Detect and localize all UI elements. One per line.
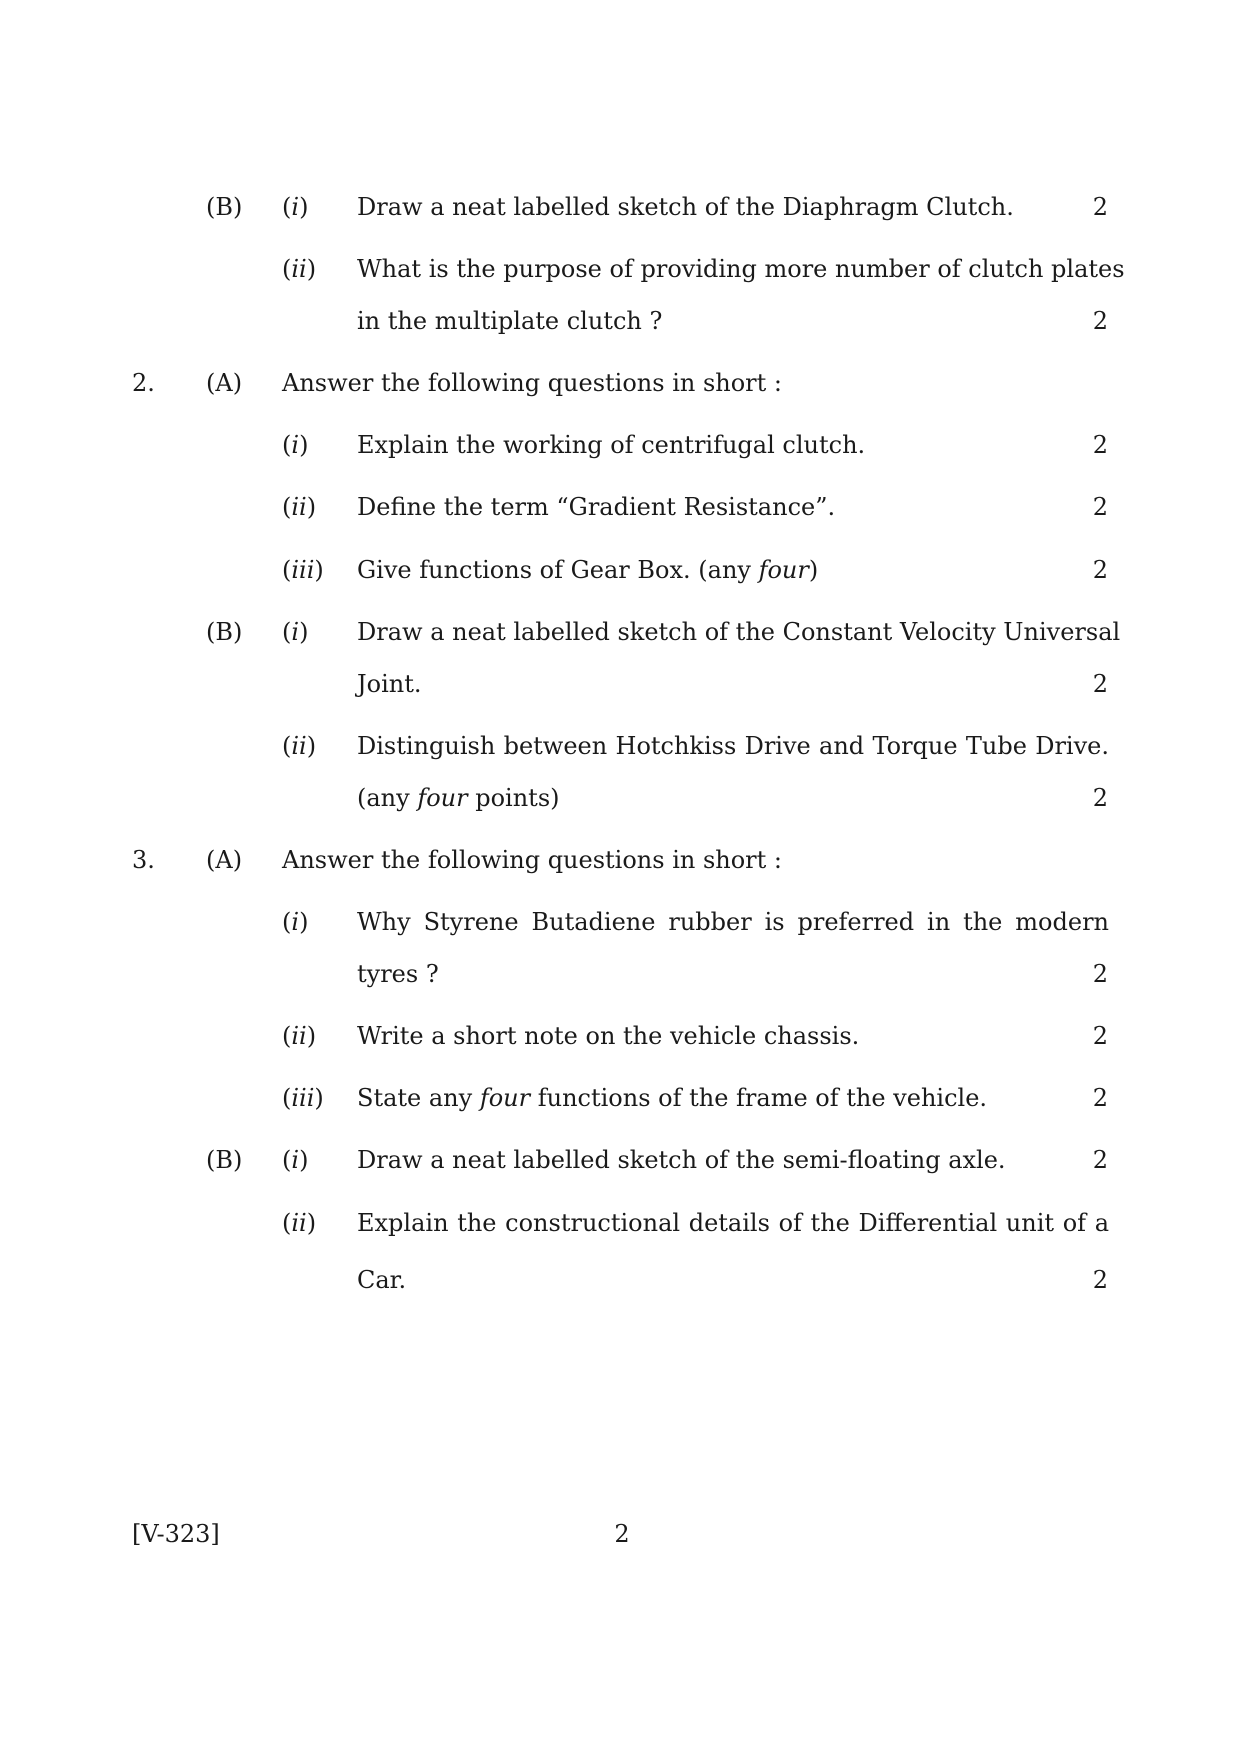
roman-numeral: (i) [282, 1146, 309, 1174]
paper-code: [V-323] [132, 1520, 220, 1548]
roman-numeral: (iii) [282, 1084, 324, 1112]
roman-numeral: (ii) [282, 1209, 317, 1237]
marks: 2 [1092, 1146, 1108, 1174]
question-text: Draw a neat labelled sketch of the Constant Velocity Universal [357, 618, 1121, 646]
question-text: Define the term “Gradient Resistance”. [357, 493, 836, 521]
part-label: (A) [206, 369, 243, 397]
q2-a-ii-row [0, 485, 1240, 529]
marks: 2 [1092, 1022, 1108, 1050]
question-text: Explain the working of centrifugal clutch. [357, 431, 866, 459]
marks: 2 [1092, 556, 1108, 584]
question-text: Joint. [357, 670, 422, 698]
marks: 2 [1092, 784, 1108, 812]
question-text: State any four functions of the frame of the vehicle. [357, 1084, 988, 1112]
part-label: (B) [206, 1146, 243, 1174]
q3-a-i-continuation [0, 952, 1240, 996]
marks: 2 [1092, 193, 1108, 221]
section-heading: Answer the following questions in short : [282, 846, 783, 874]
question-number: 2. [132, 369, 155, 397]
roman-numeral: (i) [282, 908, 309, 936]
question-text: Draw a neat labelled sketch of the Diaphragm Clutch. [357, 193, 1014, 221]
question-text: Why Styrene Butadiene rubber is preferred in the modern [357, 908, 1109, 936]
question-text: Write a short note on the vehicle chassis. [357, 1022, 860, 1050]
q3-a-iii-row [0, 1076, 1240, 1120]
q3-a-heading-row [0, 838, 1240, 882]
roman-numeral: (i) [282, 431, 309, 459]
q2-b-i-continuation [0, 662, 1240, 706]
q3-a-ii-row [0, 1014, 1240, 1058]
marks: 2 [1092, 960, 1108, 988]
q1-b-ii-continuation [0, 299, 1240, 343]
roman-numeral: (ii) [282, 732, 317, 760]
q2-a-heading-row [0, 361, 1240, 405]
roman-numeral: (ii) [282, 255, 317, 283]
roman-numeral: (ii) [282, 1022, 317, 1050]
part-label: (A) [206, 846, 243, 874]
roman-numeral: (iii) [282, 556, 324, 584]
q3-a-i-row [0, 900, 1240, 944]
roman-numeral: (i) [282, 618, 309, 646]
part-label: (B) [206, 618, 243, 646]
roman-numeral: (i) [282, 193, 309, 221]
marks: 2 [1092, 431, 1108, 459]
q2-b-ii-row [0, 724, 1240, 768]
roman-numeral: (ii) [282, 493, 317, 521]
marks: 2 [1092, 1266, 1108, 1294]
q3-b-i-row [0, 1138, 1240, 1182]
question-number: 3. [132, 846, 155, 874]
marks: 2 [1092, 1084, 1108, 1112]
marks: 2 [1092, 307, 1108, 335]
question-text: Distinguish between Hotchkiss Drive and Torque Tube Drive. [357, 732, 1109, 760]
question-text: What is the purpose of providing more number of clutch plates [357, 255, 1125, 283]
question-text: Explain the constructional details of the Differential unit of a [357, 1209, 1109, 1237]
question-text: tyres ? [357, 960, 439, 988]
question-text: Car. [357, 1266, 407, 1294]
marks: 2 [1092, 670, 1108, 698]
marks: 2 [1092, 493, 1108, 521]
q3-b-ii-row [0, 1201, 1240, 1245]
q2-b-i-row [0, 610, 1240, 654]
question-text: (any four points) [357, 784, 560, 812]
q2-a-iii-row [0, 548, 1240, 592]
page-number: 2 [614, 1520, 630, 1548]
q1-b-i-row [0, 185, 1240, 229]
q3-b-ii-continuation [0, 1258, 1240, 1302]
question-text: in the multiplate clutch ? [357, 307, 663, 335]
q1-b-ii-row [0, 247, 1240, 291]
section-heading: Answer the following questions in short : [282, 369, 783, 397]
q2-a-i-row [0, 423, 1240, 467]
q2-b-ii-continuation [0, 776, 1240, 820]
question-text: Draw a neat labelled sketch of the semi-floating axle. [357, 1146, 1006, 1174]
question-text: Give functions of Gear Box. (any four) [357, 556, 819, 584]
part-label: (B) [206, 193, 243, 221]
